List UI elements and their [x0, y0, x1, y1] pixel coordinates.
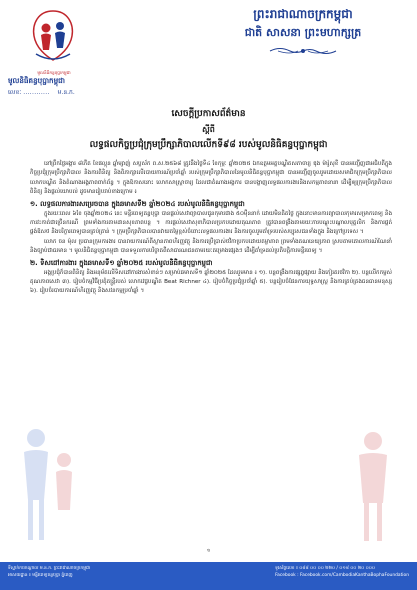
document-topic: លទ្ធផលកិច្ចប្រជុំក្រុមប្រឹក្សាភិបាលលើកទី៩៨ របស់មូលនិធិគន្ធបុប្ផាកម្ពុជា	[89, 140, 328, 150]
children-watermark-left	[14, 420, 84, 550]
children-watermark-right	[343, 425, 403, 545]
foundation-logo	[28, 8, 78, 66]
national-motto: ជាតិ សាសនា ព្រះមហាក្សត្រ	[244, 26, 362, 39]
document-titles	[0, 108, 417, 152]
page-number: ១	[206, 548, 211, 554]
logo-caption: មូលនិធិកន្ធបុប្ផាកម្ពុជា	[37, 70, 71, 75]
document-title: សេចក្តីប្រកាសព័ត៌មាន	[171, 109, 246, 119]
intro-paragraph: នៅព្រឹកថ្ងៃអង្គារ ៨កើត ខែផល្គុន ឆ្នាំម្សាញ់ សប្តស័ក ព.ស.២៥៦៨ ត្រូវនឹងថ្ងៃទី៤ ខែកុម្ភៈ ឆ្នាំ២០២៥ ឯកឧត្តមអគ្គបណ្ឌិតសភាចារ្យ ឌុង ម៉ារ៉ូសុខី បានអញ្ជើញជាអធិបតីក្នុងកិច្ចប្រជុំក្រុមប្រឹក្សាភិបាល និងការពិនិត្យ និងពិភាក្សាលើរបាយការណ៍ប្រចាំឆ្នាំ របស់ក្រុមប្រឹក្សាភិបាលនៃមូលនិធិគន្ធបុប្ផាកម្ពុជា បានអញ្ជើញចូលរួមដោយសមាជិកក្រុមប្រឹក្សាភិបាល លោកបណ្ឌិត និងតំណាងអង្គភាពពាក់ព័ន្ធ ។ ក្នុងឱកាសនោះ លោកសាស្ត្រាចារ្យ ដែលជាតំណាងអង្គការ បានបង្ហាញលទ្ធផលការងារនិងសកម្មភាពនានា ដើម្បីឲ្យក្រុមប្រឹក្សាភិបាលពិនិត្យ និងផ្តល់យោបល់ ដូចមានរៀបរាប់ខាងក្រោម ៖	[30, 161, 392, 195]
section-1-heading: ១. លទ្ធផលការងារសម្រេចបាន ក្នុងឆមាសទី២ ឆ្នាំ២០២៤ របស់មូលនិធិគន្ធបុប្ផាកម្ពុជា	[30, 200, 245, 209]
section-1-paragraph-1: ក្នុងរយៈពេល ៦ខែ ចុងឆ្នាំ២០២៤ នេះ មន្ទីរពេទ្យគន្ធបុប្ផា បានផ្តល់សេវាព្យាបាលជូនកុមារជាង ៥០ម៉ឺននាក់ ដោយមិនគិតថ្លៃ ក្នុងនោះមានការព្យាបាលកុមារសម្រាកពេទ្យ និងការវះកាត់ជាច្រើនករណី ព្រមទាំងការតាមដានសុខភាពបន្ត ។ ការផ្តល់សេវាសុខាភិបាលប្រកបដោយគុណភាព ត្រូវបានពង្រឹងតាមរយៈការបណ្តុះបណ្តាលបុគ្គលិក និងការផ្គត់ផ្គង់ឱសថ និងបរិក្ខារពេទ្យបានគ្រប់គ្រាន់ ។ ក្រុមប្រឹក្សាភិបាលបានវាយតម្លៃខ្ពស់ចំពោះលទ្ធផលការងារ និងការចូលរួមគាំទ្ររបស់សប្បុរសជនទាំងក្នុង និងក្រៅប្រទេស ។	[30, 210, 392, 236]
footer-contact	[275, 566, 409, 579]
reference-value: ............	[23, 89, 50, 97]
reference-number-line	[8, 88, 100, 97]
reference-label: លេខៈ	[8, 89, 22, 97]
footer-facebook-link[interactable]: Facebook : Facebook.com/CambodiaKanthaBophaFoundation	[275, 572, 409, 578]
footer-address-line-2: អាសយដ្ឋាន ៖ មន្ទីរពេទ្យគន្ធបុប្ផា ភ្នំពេញ	[8, 572, 73, 578]
footer-phone: ទូរស័ព្ទលេខ ៖ ០៨៨ ០០ ០០ ២២០ / ០១៨ ០០ ២០ ០០០	[275, 566, 375, 571]
organization-header	[8, 8, 100, 97]
section-1-paragraph-2: លោក ចន ម៉ុល ប្រធានក្រុមការងារ បានរាយការណ៍ពីស្ថានភាពហិរញ្ញវត្ថុ និងការប្រើប្រាស់ថវិកាប្រកបដោយតម្លាភាព ព្រមទាំងគណនេយ្យភាព ស្របតាមគោលការណ៍ណែនាំ និងច្បាប់ជាធរមាន ។ មូលនិធិគន្ធបុប្ផាកម្ពុជា បានទទួលការបរិច្ចាគពីសាធារណជនតាមរយៈគម្រោងផ្សេងៗ ដើម្បីគាំទ្រដល់ប្រតិបត្តិការមន្ទីរពេទ្យ ។	[30, 238, 392, 254]
section-2-heading: ២. ទិសដៅការងារ ក្នុងឆមាសទី១ ឆ្នាំ២០២៥ របស់មូលនិធិគន្ធបុប្ផាកម្ពុជា	[30, 259, 213, 268]
kingdom-title: ព្រះរាជាណាចក្រកម្ពុជា	[253, 7, 353, 21]
organization-name: មូលនិធិគន្ធបុប្ផាកម្ពុជា	[8, 76, 66, 86]
reference-suffix: ម.ន.ក.	[57, 89, 75, 97]
footer-address-line-1: ទីស្នាក់ការកណ្តាល ម.ន.ក. ព្រះរាជាណាចក្រកម្ពុជា	[8, 566, 91, 571]
footer-address	[8, 566, 90, 579]
kingdom-header	[203, 6, 403, 56]
document-body	[30, 160, 392, 297]
document-subtitle: ស្តីពី	[202, 125, 215, 134]
section-2-paragraph-1: អង្គប្រជុំក៏បានពិនិត្យ និងអនុម័តលើទិសដៅការងារសំខាន់ៗ សម្រាប់ឆមាសទី១ ឆ្នាំ២០២៥ ដែលរួមមាន ៖ ១). បន្តពង្រឹងការផ្សព្វផ្សាយ និងកៀរគរថវិកា ២). បន្តលើកកម្ពស់គុណភាពសេវា ៣). រៀបចំកម្មវិធីប្រគុំតន្ត្រីរបស់ លោកវេជ្ជបណ្ឌិត Beat Richner ៤). រៀបចំកិច្ចប្រជុំប្រចាំឆ្នាំ ៥). បន្តរៀបចំផែនការយុទ្ធសាស្ត្រ និងការគ្រប់គ្រងធនធានមនុស្ស ៦). រៀបចំរបាយការណ៍ហិរញ្ញវត្ថុ និងសវនកម្មប្រចាំឆ្នាំ ។	[30, 269, 392, 295]
page-footer	[0, 556, 417, 590]
ornament-divider-icon	[268, 46, 338, 56]
